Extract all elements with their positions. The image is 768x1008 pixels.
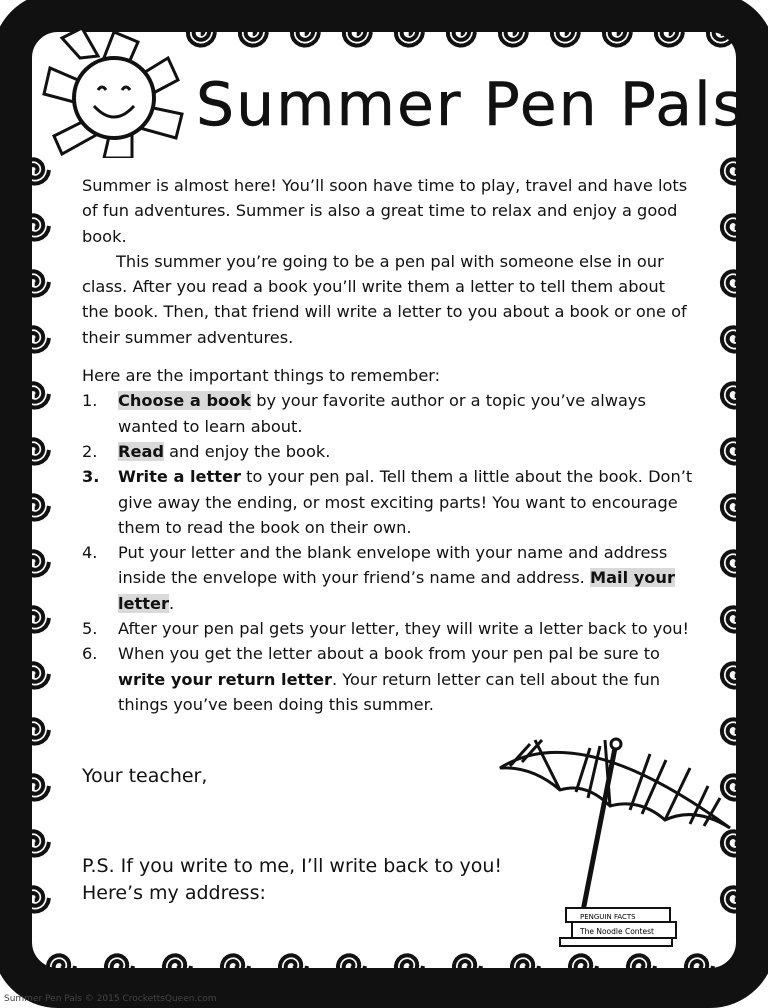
- swirl-shape: [22, 271, 49, 295]
- swirl-shape: [22, 887, 49, 911]
- list-item: [82, 439, 694, 464]
- list-number: 2.: [82, 441, 98, 461]
- swirl-shape: [22, 607, 49, 631]
- highlight-text: Choose a book: [118, 391, 252, 411]
- list-number: 5.: [82, 619, 98, 639]
- beach-umbrella-icon: [490, 728, 750, 948]
- item-text-after: .: [168, 593, 175, 613]
- highlight-text: Mail your letter: [118, 568, 675, 613]
- list-number: 1.: [82, 391, 98, 411]
- book-title-top: PENGUIN FACTS: [580, 913, 636, 921]
- list-item: [82, 616, 694, 641]
- item-text-after: . Your return letter can tell about the fun things you’ve been doing this summer.: [118, 669, 660, 714]
- item-text: by your favorite author or a topic you’ve always wanted to learn about.: [118, 391, 646, 436]
- letter-body: [82, 173, 694, 717]
- item-text: When you get the letter about a book from your pen pal be sure to: [118, 644, 660, 664]
- address-prompt: Here’s my address:: [82, 882, 266, 904]
- copyright-footer: Summer Pen Pals © 2015 CrockettsQueen.com: [4, 994, 217, 1004]
- swirl-shape: [22, 159, 49, 183]
- swirl-shape: [22, 831, 49, 855]
- intro-paragraph-1: Summer is almost here! You’ll soon have time to play, travel and have lots of fun adventures. Summer is also a great time to relax and enjoy a good book.: [82, 176, 688, 246]
- item-text: Put your letter and the blank envelope with your name and address inside the envelope with your friend’s name and address.: [118, 543, 668, 588]
- swirl-shape: [22, 327, 49, 351]
- list-number: 4.: [82, 543, 98, 563]
- swirl-shape: [22, 495, 49, 519]
- list-item: [82, 464, 694, 540]
- book-title-bottom: The Noodle Contest: [580, 927, 654, 936]
- intro-paragraph-2: This summer you’re going to be a pen pal with someone else in our class. After you read a book you’ll write them a letter to tell them about the book. Then, that friend will write a letter to you about a book or one of their summer adventures.: [82, 251, 687, 347]
- swirl-shape: [22, 551, 49, 575]
- list-item: [82, 388, 694, 439]
- highlight-text: Read: [118, 441, 164, 461]
- swirl-shape: [22, 719, 49, 743]
- list-intro: Here are the important things to remember:: [82, 366, 441, 386]
- swirl-shape: [22, 439, 49, 463]
- swirl-shape: [22, 215, 49, 239]
- list-item: [82, 540, 694, 616]
- item-text: and enjoy the book.: [163, 441, 331, 461]
- postscript: [82, 853, 502, 907]
- page-title: Summer Pen Pals: [196, 70, 746, 140]
- list-number: 3.: [82, 467, 100, 487]
- list-item: [82, 641, 694, 717]
- item-text: After your pen pal gets your letter, they will write a letter back to you!: [118, 619, 690, 639]
- sun-icon: [40, 28, 190, 158]
- reminder-list: [82, 388, 694, 717]
- bold-text: write your return letter: [118, 669, 332, 689]
- swirl-shape: [22, 663, 49, 687]
- list-number: 6.: [82, 644, 98, 664]
- highlight-text: Write a letter: [118, 467, 241, 487]
- item-text: to your pen pal. Tell them a little about the book. Don’t give away the ending, or most exciting parts! You want to encourage them to read the book on their own.: [118, 467, 693, 537]
- swirl-shape: [22, 383, 49, 407]
- swirl-shape: [22, 775, 49, 799]
- closing-signature: Your teacher,: [82, 765, 208, 787]
- ps-line: P.S. If you write to me, I’ll write back to you!: [82, 855, 503, 877]
